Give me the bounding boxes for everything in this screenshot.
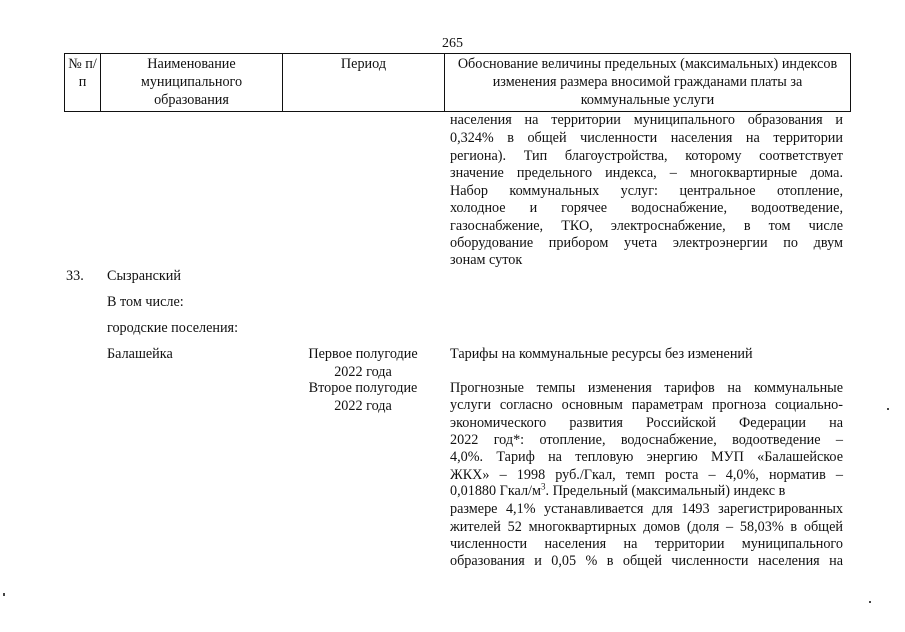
reason-tariffs-unchanged: Тарифы на коммунальные ресурсы без изменений <box>450 346 753 362</box>
page-number: 265 <box>442 36 463 51</box>
text-line: 2022 год*: отопление, водоснабжение, водоотведение – <box>450 432 843 448</box>
period-line: Первое полугодие <box>308 346 418 362</box>
text-line: услуги согласно основным параметрам прогноза социально- <box>450 397 843 413</box>
table-header <box>64 53 851 112</box>
text-line: газоснабжение, ТКО, электроснабжение, в том числе <box>450 218 843 234</box>
scan-speck <box>869 601 871 603</box>
including-label: В том числе: <box>107 294 184 310</box>
text-line: зонам суток <box>450 252 523 268</box>
text-line: ЖКХ» – 1998 руб./Гкал, темп роста – 4,0%, норматив – <box>450 467 843 483</box>
text-line: холодное и горячее водоснабжение, водоотведение, <box>450 200 843 216</box>
text-line: численности населения на территории муниципального <box>450 536 843 552</box>
text-line: размере 4,1% устанавливается для 1493 зарегистрированных <box>450 501 843 517</box>
text-line: жителей 52 многоквартирных домов (доля – 58,03% в общей <box>450 519 843 535</box>
text-line: Прогнозные темпы изменения тарифов на коммунальные <box>450 380 843 396</box>
text-line: значение предельного индекса, – многоквартирные дома. <box>450 165 843 181</box>
superscript: 3 <box>540 481 546 492</box>
text-line: 4,0%. Тариф на тепловую энергию МУП «Балашейское <box>450 449 843 465</box>
period-line: 2022 года <box>334 397 392 414</box>
text-line <box>450 483 843 501</box>
scan-speck <box>3 593 5 596</box>
text-line: населения на территории муниципального образования и <box>450 112 843 128</box>
municipality-name: Сызранский <box>107 268 181 284</box>
text-line: образования и 0,05 % в общей численности населения на <box>450 553 843 569</box>
text-line: оборудование прибором учета электроэнергии по двум <box>450 235 843 251</box>
text-line: экономического развития Российской Федерации на <box>450 415 843 431</box>
period-line: Второе полугодие <box>308 380 418 396</box>
header-col-number: № п/п <box>65 54 101 112</box>
row-number: 33. <box>66 268 84 284</box>
urban-settlements-label: городские поселения: <box>107 320 239 336</box>
settlement-name: Балашейка <box>107 346 173 362</box>
period-second-half <box>297 380 429 415</box>
text-line: региона). Тип благоустройства, которому соответствует <box>450 148 843 164</box>
text-line: 0,324% в общей численности населения на территории <box>450 130 843 146</box>
scan-speck <box>887 408 889 410</box>
period-line: 2022 года <box>334 363 392 380</box>
text-line: Набор коммунальных услуг: центральное отопление, <box>450 183 843 199</box>
period-first-half <box>297 346 429 381</box>
text-fragment: 0,01880 Гкал/$м^3$. Предельный (максимальный) индекс в <box>450 481 786 499</box>
header-col-period: Период <box>283 54 445 112</box>
header-col-name: Наименование муниципального образования <box>101 54 283 112</box>
header-col-reason: Обоснование величины предельных (максимальных) индексов изменения размера вносимой гражданами платы за коммунальные услуги <box>445 54 851 112</box>
